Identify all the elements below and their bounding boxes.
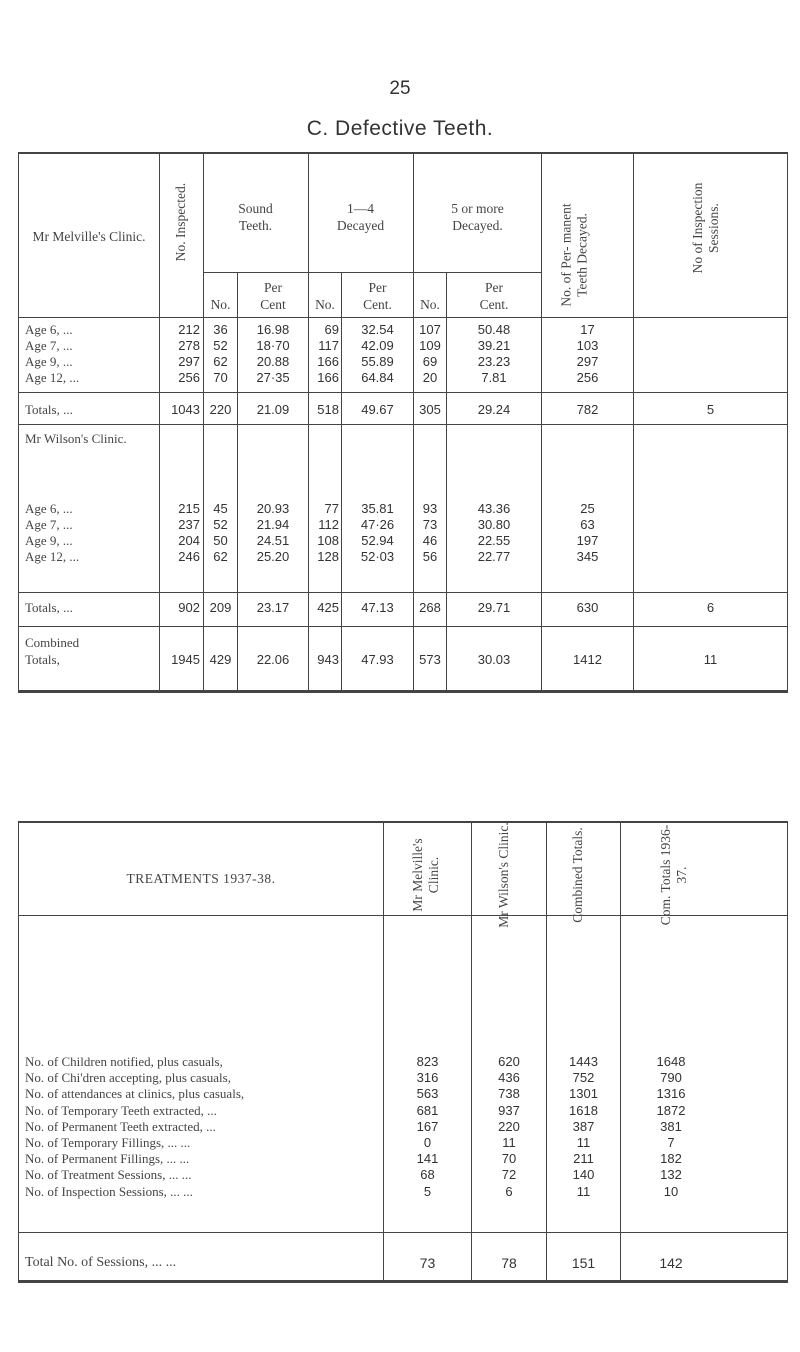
inspected: 246 — [178, 549, 200, 564]
decayed-5-no: 69 — [422, 354, 438, 369]
combined-value: 11 — [576, 1183, 591, 1199]
wilson-clinic-label: Mr Wilson's Clinic. — [25, 431, 127, 446]
decayed-1-4-percent: 47·26 — [360, 517, 395, 532]
row-label: No. of Permanent Fillings, ... ... — [25, 1151, 190, 1167]
melville-value: 681 — [416, 1102, 439, 1118]
wilson-value: 6 — [505, 1183, 513, 1199]
decayed-5-percent: 39.21 — [477, 338, 511, 353]
row-label: Age 9, ... — [25, 354, 73, 369]
row-label: No. of Inspection Sessions, ... ... — [25, 1183, 193, 1199]
sound-no: 62 — [213, 549, 228, 564]
prev-year-value: 1648 — [656, 1054, 686, 1069]
row-label: No. of Chi'dren accepting, plus casuals, — [25, 1070, 231, 1086]
decayed-1-4-no-header: No. — [315, 297, 335, 312]
decayed-1-4-no: 518 — [317, 402, 339, 417]
decayed-5-no: 107 — [419, 322, 441, 337]
inspected: 902 — [178, 600, 200, 615]
decayed-1-4-percent: 52.94 — [361, 533, 394, 548]
row-label: Age 12, ... — [25, 370, 80, 385]
melville-value: 823 — [416, 1054, 439, 1069]
decayed-5-percent: 22.55 — [477, 533, 511, 548]
row-label: Age 6, ... — [25, 322, 73, 337]
decayed-5-percent-header: Per Cent. — [479, 280, 509, 312]
combined-value: 151 — [571, 1255, 596, 1271]
decayed-1-4-no: 77 — [324, 501, 339, 516]
decayed-5-percent: 7.81 — [481, 370, 507, 385]
sound-percent: 18·70 — [256, 338, 290, 353]
decayed-1-4-no: 166 — [317, 370, 339, 385]
permanent-decayed: 17 — [580, 322, 595, 337]
row-label: No. of Temporary Teeth extracted, ... — [25, 1102, 217, 1118]
decayed-5-no: 305 — [419, 402, 441, 417]
row-label: Age 9, ... — [25, 533, 73, 548]
page-number: 25 — [389, 78, 411, 99]
decayed-5-percent: 29.24 — [477, 402, 511, 417]
melville-value: 5 — [423, 1183, 432, 1199]
sound-no: 45 — [213, 501, 228, 516]
inspection-sessions: 5 — [706, 402, 715, 417]
clinic-header: Mr Melville's Clinic. — [32, 229, 146, 244]
inspected: 1043 — [171, 402, 200, 417]
decayed-1-4-no: 108 — [317, 533, 339, 548]
prev-year-value: 10 — [663, 1183, 679, 1199]
sound-percent: 24.51 — [256, 533, 290, 548]
sound-no: 50 — [213, 533, 228, 548]
inspected: 256 — [178, 370, 200, 385]
permanent-decayed: 345 — [576, 549, 599, 564]
permanent-decayed: 297 — [576, 354, 599, 369]
sound-no: 62 — [213, 354, 228, 369]
sound-no: 70 — [213, 370, 228, 385]
row-label: Totals, ... — [25, 402, 73, 417]
decayed-5-no: 46 — [422, 533, 438, 548]
sound-percent: 21.09 — [256, 402, 290, 417]
prev-year-value: 1316 — [656, 1086, 686, 1102]
wilson-value: 436 — [498, 1070, 520, 1086]
row-label: Age 7, ... — [25, 338, 73, 353]
prev-year-value: 142 — [659, 1255, 683, 1271]
permanent-decayed: 256 — [576, 370, 599, 385]
decayed-5-percent: 43.36 — [477, 501, 511, 516]
decayed-1-4-no: 943 — [317, 652, 339, 667]
section-title: C. Defective Teeth. — [306, 117, 494, 140]
sound-percent: 25.20 — [256, 549, 290, 564]
decayed-5-no: 268 — [419, 600, 441, 615]
row-label: No. of Permanent Teeth extracted, ... — [25, 1118, 216, 1134]
decayed-5-percent: 30.03 — [477, 652, 511, 667]
melville-value: 316 — [416, 1070, 439, 1086]
combined-value: 387 — [572, 1118, 595, 1134]
wilson-value: 11 — [502, 1135, 516, 1150]
permanent-decayed: 25 — [580, 501, 595, 516]
col-melville-header: Mr Melville's Clinic. — [410, 838, 441, 912]
decayed-1-4-percent: 52·03 — [360, 549, 395, 564]
decayed-5-more-header: 5 or more Decayed. — [451, 201, 504, 233]
wilson-value: 78 — [501, 1255, 517, 1271]
decayed-5-no: 109 — [419, 338, 441, 353]
permanent-decayed: 1412 — [573, 652, 602, 667]
wilson-value: 220 — [498, 1118, 520, 1134]
sound-no: 220 — [209, 402, 232, 417]
prev-year-value: 7 — [667, 1135, 675, 1150]
combined-value: 752 — [572, 1070, 595, 1086]
decayed-5-percent: 29.71 — [477, 600, 511, 615]
decayed-5-percent: 22.77 — [477, 549, 511, 564]
wilson-value: 70 — [501, 1151, 517, 1167]
sound-percent: 20.93 — [256, 501, 290, 516]
wilson-value: 937 — [498, 1102, 520, 1118]
wilson-value: 72 — [501, 1167, 517, 1183]
row-label: No. of Temporary Fillings, ... ... — [25, 1135, 191, 1150]
sound-teeth-header: Sound Teeth. — [238, 201, 273, 233]
inspected: 297 — [178, 354, 200, 369]
sound-no: 36 — [213, 322, 228, 337]
sound-percent: 23.17 — [256, 600, 290, 615]
sound-percent: 21.94 — [256, 517, 290, 532]
melville-value: 0 — [423, 1135, 432, 1150]
decayed-5-no-header: No. — [420, 297, 440, 312]
combined-value: 1301 — [569, 1086, 598, 1102]
permanent-decayed-header: No. of Per- manent Teeth Decayed. — [558, 203, 590, 307]
melville-value: 68 — [420, 1167, 435, 1183]
sound-percent: 27·35 — [256, 370, 290, 385]
decayed-1-4-percent: 49.67 — [361, 402, 394, 417]
permanent-decayed: 630 — [576, 600, 599, 615]
inspected: 204 — [178, 533, 200, 548]
sound-no: 52 — [213, 338, 228, 353]
col-combined-header: Combined Totals. — [570, 827, 585, 923]
inspection-sessions: 6 — [706, 600, 715, 615]
combined-value: 1443 — [569, 1054, 598, 1069]
permanent-decayed: 782 — [576, 402, 599, 417]
decayed-1-4-percent: 47.13 — [361, 600, 394, 615]
row-label: Totals, — [25, 652, 60, 667]
combined-label: Combined — [25, 635, 80, 650]
prev-year-value: 1872 — [656, 1102, 686, 1118]
col-wilson-header: Mr Wilson's Clinic. — [496, 822, 511, 928]
decayed-1-4-header: 1—4 Decayed — [336, 201, 385, 233]
row-label: No. of Treatment Sessions, ... ... — [25, 1167, 192, 1183]
inspected: 215 — [178, 501, 200, 516]
inspected: 212 — [178, 322, 200, 337]
wilson-value: 620 — [498, 1054, 520, 1069]
prev-year-value: 381 — [660, 1118, 682, 1134]
decayed-5-no: 73 — [422, 517, 438, 532]
prev-year-value: 790 — [660, 1070, 682, 1086]
decayed-1-4-percent: 35.81 — [361, 501, 394, 516]
prev-year-value: 182 — [660, 1151, 682, 1167]
sound-percent: 20.88 — [256, 354, 290, 369]
melville-value: 73 — [419, 1255, 436, 1271]
combined-value: 211 — [573, 1151, 594, 1167]
row-label: Age 6, ... — [25, 501, 73, 516]
wilson-value: 738 — [498, 1086, 520, 1102]
decayed-1-4-no: 69 — [324, 322, 339, 337]
inspected-header: No. Inspected. — [173, 182, 188, 262]
melville-value: 563 — [416, 1086, 439, 1102]
col-prev-year-header: Com. Totals 1936-37. — [658, 824, 689, 926]
decayed-1-4-no: 112 — [318, 517, 339, 532]
sound-no: 429 — [209, 652, 232, 667]
row-label: Age 12, ... — [25, 549, 80, 564]
decayed-5-no: 573 — [419, 652, 441, 667]
decayed-1-4-percent: 42.09 — [361, 338, 394, 353]
decayed-1-4-no: 117 — [318, 338, 339, 353]
inspected: 237 — [178, 517, 200, 532]
inspected: 1945 — [171, 652, 200, 667]
sound-no-header: No. — [210, 297, 231, 312]
combined-value: 11 — [576, 1135, 591, 1150]
decayed-1-4-percent: 32.54 — [361, 322, 394, 337]
total-sessions-label: Total No. of Sessions, ... ... — [25, 1255, 177, 1270]
decayed-1-4-percent: 47.93 — [361, 652, 394, 667]
decayed-5-percent: 50.48 — [477, 322, 511, 337]
decayed-5-no: 93 — [422, 501, 438, 516]
row-label: Age 7, ... — [25, 517, 73, 532]
combined-value: 1618 — [569, 1102, 598, 1118]
sound-no: 209 — [209, 600, 232, 615]
inspection-sessions: 11 — [703, 652, 718, 667]
inspected: 278 — [178, 338, 200, 353]
permanent-decayed: 103 — [576, 338, 599, 353]
row-label: No. of attendances at clinics, plus casuals, — [25, 1086, 245, 1102]
melville-value: 167 — [416, 1118, 439, 1134]
inspection-sessions-header: No of Inspection Sessions. — [690, 182, 721, 274]
row-label: Totals, ... — [25, 600, 73, 615]
decayed-1-4-no: 166 — [317, 354, 339, 369]
combined-value: 140 — [572, 1167, 595, 1183]
decayed-1-4-no: 128 — [317, 549, 339, 564]
decayed-1-4-no: 425 — [317, 600, 339, 615]
sound-no: 52 — [213, 517, 228, 532]
decayed-1-4-percent-header: Per Cent. — [363, 280, 392, 312]
sound-percent-header: Per Cent — [260, 280, 286, 312]
decayed-5-percent: 30.80 — [477, 517, 511, 532]
decayed-5-no: 56 — [422, 549, 438, 564]
treatments-title: TREATMENTS 1937-38. — [126, 871, 276, 886]
melville-value: 141 — [416, 1151, 439, 1167]
decayed-5-percent: 23.23 — [477, 354, 511, 369]
decayed-5-no: 20 — [422, 370, 438, 385]
decayed-1-4-percent: 55.89 — [361, 354, 394, 369]
permanent-decayed: 197 — [576, 533, 599, 548]
decayed-1-4-percent: 64.84 — [361, 370, 394, 385]
permanent-decayed: 63 — [580, 517, 595, 532]
prev-year-value: 132 — [660, 1167, 682, 1183]
sound-percent: 16.98 — [256, 322, 290, 337]
sound-percent: 22.06 — [256, 652, 290, 667]
row-label: No. of Children notified, plus casuals, — [25, 1054, 223, 1069]
